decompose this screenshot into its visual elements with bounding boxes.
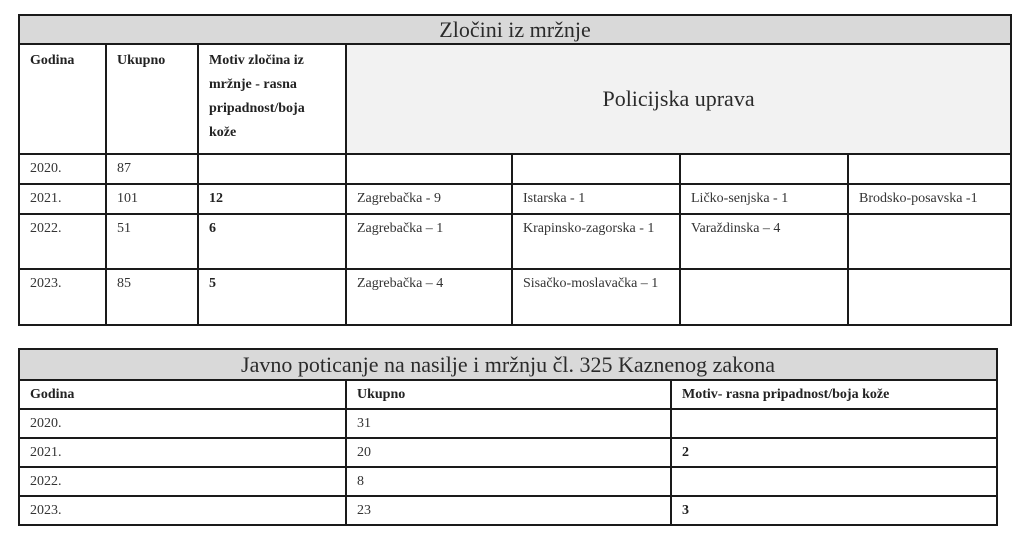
cell-year: 2021. — [19, 184, 106, 214]
cell-motive: 12 — [198, 184, 346, 214]
cell-total: 101 — [106, 184, 198, 214]
cell-total: 51 — [106, 214, 198, 269]
cell-police-1: Zagrebačka – 4 — [346, 269, 512, 325]
table-title: Javno poticanje na nasilje i mržnju čl. 325 Kaznenog zakona — [19, 349, 997, 380]
cell-police-4: Brodsko-posavska -1 — [848, 184, 1011, 214]
table-row — [19, 214, 1011, 269]
cell-motive: 6 — [198, 214, 346, 269]
cell-year: 2023. — [19, 269, 106, 325]
table-row — [19, 269, 1011, 325]
cell-police-1: Zagrebačka – 1 — [346, 214, 512, 269]
table-row — [19, 154, 1011, 184]
cell-year: 2022. — [19, 214, 106, 269]
column-header-total: Ukupno — [106, 44, 198, 154]
cell-year: 2023. — [19, 496, 346, 525]
column-header-year: Godina — [19, 380, 346, 409]
cell-police-1: Zagrebačka - 9 — [346, 184, 512, 214]
cell-year: 2020. — [19, 409, 346, 438]
cell-motive: 3 — [671, 496, 997, 525]
table-title: Zločini iz mržnje — [19, 15, 1011, 44]
hate-crimes-table — [18, 14, 1012, 326]
cell-police-3 — [680, 154, 848, 184]
cell-total: 23 — [346, 496, 671, 525]
table-row — [19, 496, 997, 525]
cell-total: 87 — [106, 154, 198, 184]
table-row — [19, 184, 1011, 214]
cell-year: 2020. — [19, 154, 106, 184]
cell-total: 85 — [106, 269, 198, 325]
cell-police-3: Ličko-senjska - 1 — [680, 184, 848, 214]
cell-total: 31 — [346, 409, 671, 438]
cell-total: 8 — [346, 467, 671, 496]
cell-police-3 — [680, 269, 848, 325]
cell-police-1 — [346, 154, 512, 184]
cell-police-2: Istarska - 1 — [512, 184, 680, 214]
cell-motive: 5 — [198, 269, 346, 325]
cell-motive — [671, 409, 997, 438]
cell-police-2: Sisačko-moslavačka – 1 — [512, 269, 680, 325]
column-header-total: Ukupno — [346, 380, 671, 409]
column-header-motive: Motiv zločina iz mržnje - rasna pripadnost/boja kože — [198, 44, 346, 154]
cell-total: 20 — [346, 438, 671, 467]
table-row — [19, 438, 997, 467]
cell-police-4 — [848, 269, 1011, 325]
column-header-year: Godina — [19, 44, 106, 154]
cell-police-4 — [848, 214, 1011, 269]
table-row — [19, 409, 997, 438]
cell-police-2: Krapinsko-zagorska - 1 — [512, 214, 680, 269]
cell-motive — [671, 467, 997, 496]
column-header-motive: Motiv- rasna pripadnost/boja kože — [671, 380, 997, 409]
cell-year: 2021. — [19, 438, 346, 467]
cell-motive — [198, 154, 346, 184]
incitement-table — [18, 348, 998, 526]
cell-police-4 — [848, 154, 1011, 184]
cell-motive: 2 — [671, 438, 997, 467]
table-row — [19, 467, 997, 496]
column-header-police-administration: Policijska uprava — [346, 44, 1011, 154]
cell-police-2 — [512, 154, 680, 184]
cell-police-3: Varaždinska – 4 — [680, 214, 848, 269]
cell-year: 2022. — [19, 467, 346, 496]
